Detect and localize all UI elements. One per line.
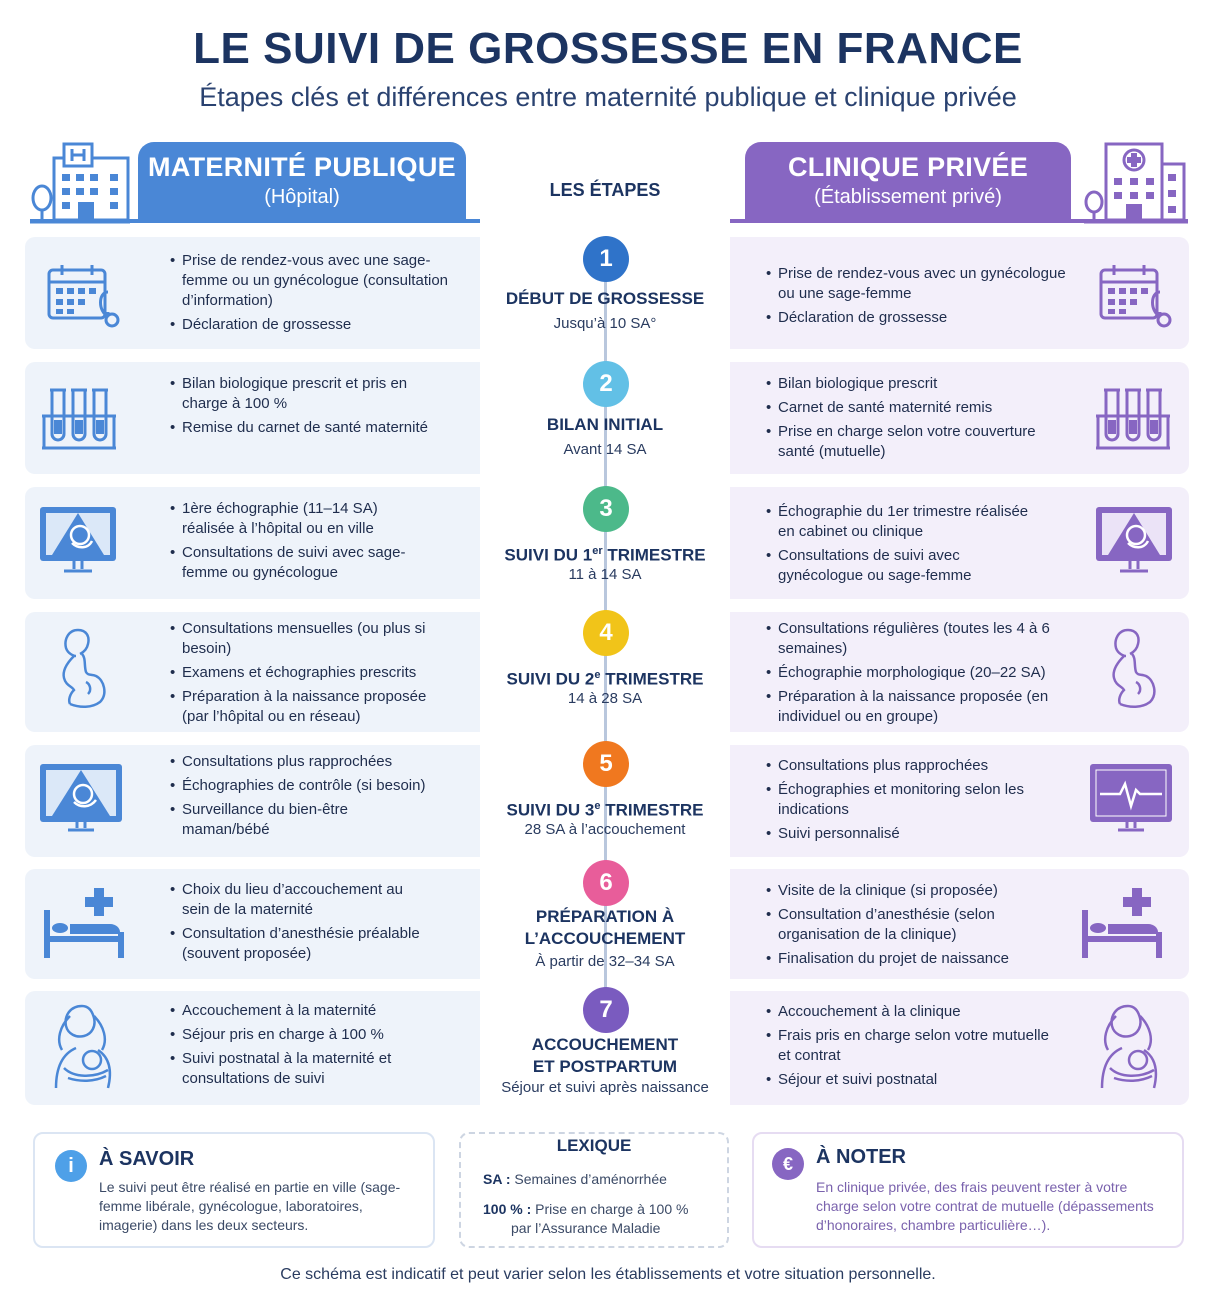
page-subtitle: Étapes clés et différences entre maternité publique et clinique privée xyxy=(199,82,1017,112)
list-item: • Consultations de suivi avec gynécologue ou sage-femme xyxy=(766,546,1046,586)
list-item: • Échographie du 1er trimestre réalisée en cabinet ou clinique xyxy=(766,502,1046,542)
list-item: • Remise du carnet de santé maternité xyxy=(170,418,430,438)
list-item: • Échographies et monitoring selon les indications xyxy=(766,780,1046,820)
step-3-title-main: SUIVI DU 1 xyxy=(504,545,593,565)
list-item: • Consultations régulières (toutes les 4 à 6 semaines) xyxy=(766,619,1066,659)
step-4-title-main: SUIVI DU 2 xyxy=(506,669,595,689)
test-tubes-icon xyxy=(1094,386,1172,457)
savoir-title: À SAVOIR xyxy=(99,1148,195,1170)
list-item: • Préparation à la naissance proposée (en individuel ou en groupe) xyxy=(766,687,1066,727)
list-item: • Accouchement à la maternité xyxy=(170,1001,430,1021)
noter-text: En clinique privée, des frais peuvent rester à votre charge selon votre contrat de mutuelle (dépassements d’honoraires, chambre particulière…). xyxy=(816,1179,1154,1233)
list-item: • Finalisation du projet de naissance xyxy=(766,949,1056,969)
footer-note: Ce schéma est indicatif et peut varier selon les établissements et votre situation personnelle. xyxy=(280,1266,936,1283)
list-item: • Déclaration de grossesse xyxy=(766,308,1066,328)
savoir-box xyxy=(33,1132,435,1248)
row-3-private-list xyxy=(766,502,1046,590)
list-item: • Suivi postnatal à la maternité et consultations de suivi xyxy=(170,1049,430,1089)
heart-monitor-icon xyxy=(1088,762,1174,839)
savoir-text: Le suivi peut être réalisé en partie en ville (sage-femme libérale, gynécologue, laboratoires, imagerie) dans les deux secteurs. xyxy=(99,1179,401,1233)
row-5-public-list xyxy=(170,752,430,844)
public-column-header xyxy=(138,142,466,222)
list-item: • 1ère échographie (11–14 SA) réalisée à l’hôpital ou en ville xyxy=(170,499,430,539)
step-6-title: PRÉPARATION À L’ACCOUCHEMENT xyxy=(524,907,686,948)
noter-title: À NOTER xyxy=(816,1146,906,1168)
public-column-title: MATERNITÉ PUBLIQUE xyxy=(148,152,456,182)
page-title: LE SUIVI DE GROSSESSE EN FRANCE xyxy=(193,24,1023,73)
step-4-title-end: TRIMESTRE xyxy=(600,669,704,689)
private-column-header xyxy=(745,142,1071,222)
pregnant-woman-icon xyxy=(56,626,112,723)
public-header-underline xyxy=(30,219,480,223)
lexique-pct-term: 100 % : xyxy=(483,1201,532,1217)
step-3-period: 11 à 14 SA xyxy=(568,566,642,583)
row-7-private-list xyxy=(766,1002,1056,1094)
step-2-period: Avant 14 SA xyxy=(563,441,647,458)
row-5-private-list xyxy=(766,756,1046,848)
euro-icon: € xyxy=(772,1148,804,1180)
lexique-box xyxy=(459,1132,729,1248)
step-4-title xyxy=(485,664,725,691)
list-item: • Prise de rendez-vous avec un gynécologue ou une sage-femme xyxy=(766,264,1066,304)
step-1-badge: 1 xyxy=(583,236,629,282)
lexique-sa xyxy=(483,1170,713,1189)
list-item: • Surveillance du bien-être maman/bébé xyxy=(170,800,430,840)
ultrasound-monitor-icon xyxy=(38,762,124,839)
lexique-pct xyxy=(483,1200,719,1238)
info-icon: i xyxy=(55,1150,87,1182)
list-item: • Prise en charge selon votre couverture santé (mutuelle) xyxy=(766,422,1056,462)
step-5-title xyxy=(485,795,725,822)
lexique-sa-term: SA : xyxy=(483,1171,511,1187)
private-column-subtitle: (Établissement privé) xyxy=(814,186,1002,208)
list-item: • Préparation à la naissance proposée (par l’hôpital ou en réseau) xyxy=(170,687,450,727)
step-3-title xyxy=(485,540,725,567)
list-item: • Échographies de contrôle (si besoin) xyxy=(170,776,430,796)
row-6-public-list xyxy=(170,880,430,968)
list-item: • Consultations mensuelles (ou plus si besoin) xyxy=(170,619,450,659)
step-7-title: ACCOUCHEMENT ET POSTPARTUM xyxy=(531,1035,679,1076)
step-2-badge: 2 xyxy=(583,361,629,407)
lexique-pct-def2: par l’Assurance Maladie xyxy=(511,1220,661,1236)
row-1-public-list xyxy=(170,251,450,339)
list-item: • Séjour et suivi postnatal xyxy=(766,1070,1056,1090)
list-item: • Bilan biologique prescrit et pris en charge à 100 % xyxy=(170,374,430,414)
list-item: • Séjour pris en charge à 100 % xyxy=(170,1025,430,1045)
step-5-badge: 5 xyxy=(583,741,629,787)
lexique-title: LEXIQUE xyxy=(556,1136,632,1155)
list-item: • Consultation d’anesthésie (selon organisation de la clinique) xyxy=(766,905,1056,945)
list-item: • Consultations de suivi avec sage-femme ou gynécologue xyxy=(170,543,430,583)
step-4-title-sup: e xyxy=(594,669,601,681)
pregnant-woman-icon xyxy=(1106,626,1162,723)
list-item: • Choix du lieu d’accouchement au sein de la maternité xyxy=(170,880,430,920)
list-item: • Bilan biologique prescrit xyxy=(766,374,1056,394)
hospital-bed-icon xyxy=(1080,884,1164,965)
calendar-stethoscope-icon xyxy=(46,262,124,335)
list-item: • Frais pris en charge selon votre mutuelle et contrat xyxy=(766,1026,1056,1066)
row-4-public-list xyxy=(170,619,450,731)
list-item: • Consultations plus rapprochées xyxy=(170,752,430,772)
step-2-title: BILAN INITIAL xyxy=(546,415,664,434)
list-item: • Consultations plus rapprochées xyxy=(766,756,1046,776)
list-item: • Échographie morphologique (20–22 SA) xyxy=(766,663,1066,683)
lexique-pct-def: Prise en charge à 100 % xyxy=(535,1201,689,1217)
mother-baby-icon xyxy=(1094,1002,1166,1097)
list-item: • Suivi personnalisé xyxy=(766,824,1046,844)
public-column-subtitle: (Hôpital) xyxy=(264,186,340,208)
steps-column-title: LES ÉTAPES xyxy=(549,180,661,200)
list-item: • Prise de rendez-vous avec une sage-femme ou un gynécologue (consultation d’information) xyxy=(170,251,450,311)
step-6-period: À partir de 32–34 SA xyxy=(535,953,675,970)
row-6-private-list xyxy=(766,881,1056,973)
step-3-badge: 3 xyxy=(583,486,629,532)
step-1-title: DÉBUT DE GROSSESSE xyxy=(505,289,705,308)
step-4-period: 14 à 28 SA xyxy=(567,690,643,707)
row-4-private-list xyxy=(766,619,1066,731)
list-item: • Examens et échographies prescrits xyxy=(170,663,450,683)
step-3-title-sup: er xyxy=(592,545,603,557)
ultrasound-monitor-icon xyxy=(38,505,118,582)
hospital-bed-icon xyxy=(42,884,126,965)
clinic-building-icon xyxy=(1084,140,1188,229)
private-column-title: CLINIQUE PRIVÉE xyxy=(787,152,1029,182)
step-1-period: Jusqu’à 10 SA° xyxy=(553,315,657,332)
test-tubes-icon xyxy=(40,386,118,457)
step-7-period: Séjour et suivi après naissance xyxy=(501,1079,709,1096)
step-5-title-main: SUIVI DU 3 xyxy=(506,800,595,820)
hospital-building-icon xyxy=(30,140,130,229)
list-item: • Visite de la clinique (si proposée) xyxy=(766,881,1056,901)
row-1-private-list xyxy=(766,264,1066,332)
step-5-title-end: TRIMESTRE xyxy=(600,800,704,820)
step-4-badge: 4 xyxy=(583,610,629,656)
step-3-title-end: TRIMESTRE xyxy=(602,545,706,565)
row-2-public-list xyxy=(170,374,430,442)
step-5-title-sup: e xyxy=(594,800,601,812)
list-item: • Déclaration de grossesse xyxy=(170,315,450,335)
row-7-public-list xyxy=(170,1001,430,1093)
row-2-private-list xyxy=(766,374,1056,466)
noter-box xyxy=(752,1132,1184,1248)
step-7-badge: 7 xyxy=(583,987,629,1033)
list-item: • Consultation d’anesthésie préalable (souvent proposée) xyxy=(170,924,430,964)
list-item: • Accouchement à la clinique xyxy=(766,1002,1056,1022)
calendar-stethoscope-icon xyxy=(1098,262,1176,335)
step-6-badge: 6 xyxy=(583,860,629,906)
step-5-period: 28 SA à l’accouchement xyxy=(524,821,686,838)
list-item: • Carnet de santé maternité remis xyxy=(766,398,1056,418)
ultrasound-monitor-icon xyxy=(1094,505,1174,582)
lexique-sa-def: Semaines d’aménorrhée xyxy=(514,1171,667,1187)
row-3-public-list xyxy=(170,499,430,587)
mother-baby-icon xyxy=(48,1002,120,1097)
